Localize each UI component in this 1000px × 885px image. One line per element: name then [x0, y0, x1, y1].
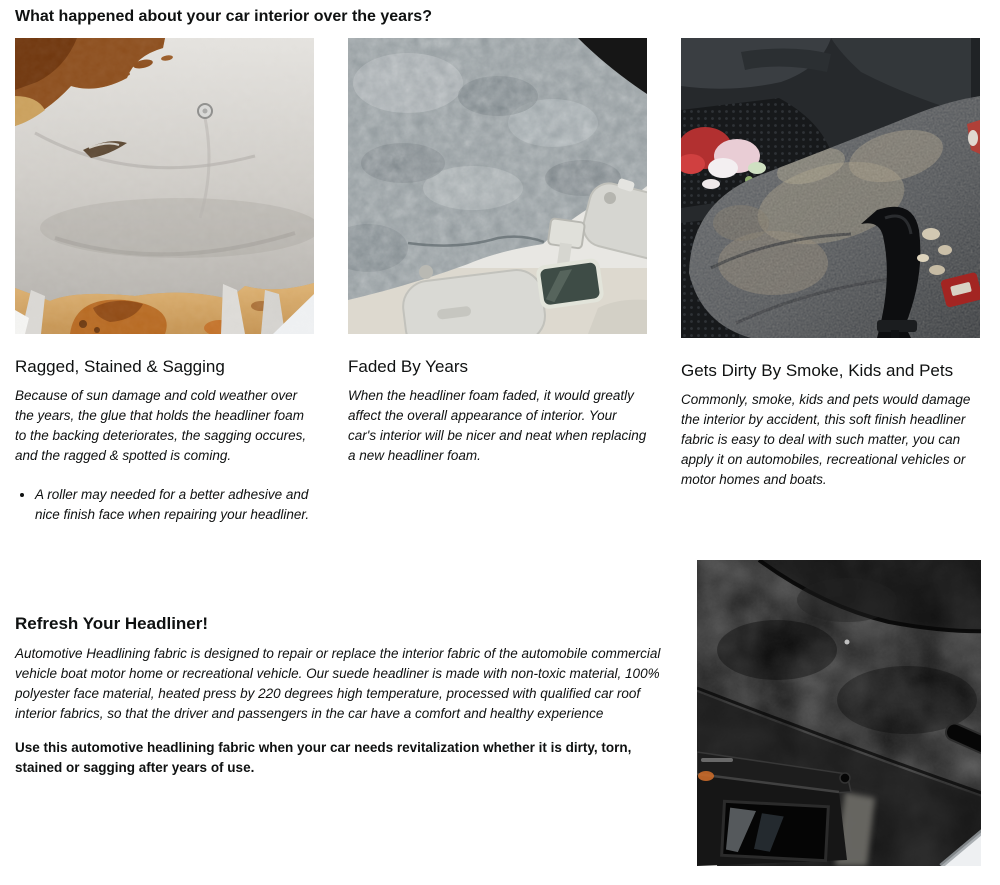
faded-headliner-photo [348, 38, 647, 334]
refresh-body: Automotive Headlining fabric is designed to repair or replace the interior fabric of the automobile commercial vehicle boat motor home or recreational vehicle. Our suede headliner is made with non-toxic material, 100% polyester face material, heated press by 220 degrees high temperature, processed with qualified car roof interior fabrics, so that the driver and passengers in the car have a comfort and healthy experience [15, 646, 661, 721]
refresh-text-block [15, 560, 663, 866]
ragged-headliner-photo [15, 38, 314, 334]
feature-body-ragged: Because of sun damage and cold weather over the years, the glue that holds the headliner foam to the backing deteriorates, the sagging occures, and the ragged & spotted is coming. [15, 388, 307, 463]
feature-columns [15, 38, 981, 525]
refresh-heading: Refresh Your Headliner! [15, 614, 209, 633]
refresh-emphasis: Use this automotive headlining fabric when your car needs revitalization whether it is dirty, torn, stained or sagging after years of use. [15, 740, 632, 775]
feature-bullet-list [21, 485, 314, 525]
feature-body-dirty: Commonly, smoke, kids and pets would damage the interior by accident, this soft finish headliner fabric is easy to deal with such matter, you can apply it on automobiles, recreational vehicles or motor homes and boats. [681, 392, 971, 487]
dirty-seat-photo [681, 38, 980, 338]
page-title: What happened about your car interior over the years? [15, 8, 432, 25]
feature-heading-dirty: Gets Dirty By Smoke, Kids and Pets [681, 361, 954, 380]
feature-column-dirty [681, 38, 980, 525]
feature-body-faded: When the headliner foam faded, it would greatly affect the overall appearance of interior. Your car's interior will be nicer and neat when replacing a new headliner foam. [348, 388, 647, 463]
feature-heading-faded: Faded By Years [348, 357, 469, 376]
feature-column-ragged [15, 38, 314, 525]
feature-bullet: • A roller may needed for a better adhesive and nice finish face when repairing your headliner. [35, 485, 314, 525]
refresh-section [15, 560, 981, 866]
suede-headliner-photo [697, 560, 981, 866]
feature-column-faded [348, 38, 647, 525]
feature-heading-ragged: Ragged, Stained & Sagging [15, 357, 225, 376]
